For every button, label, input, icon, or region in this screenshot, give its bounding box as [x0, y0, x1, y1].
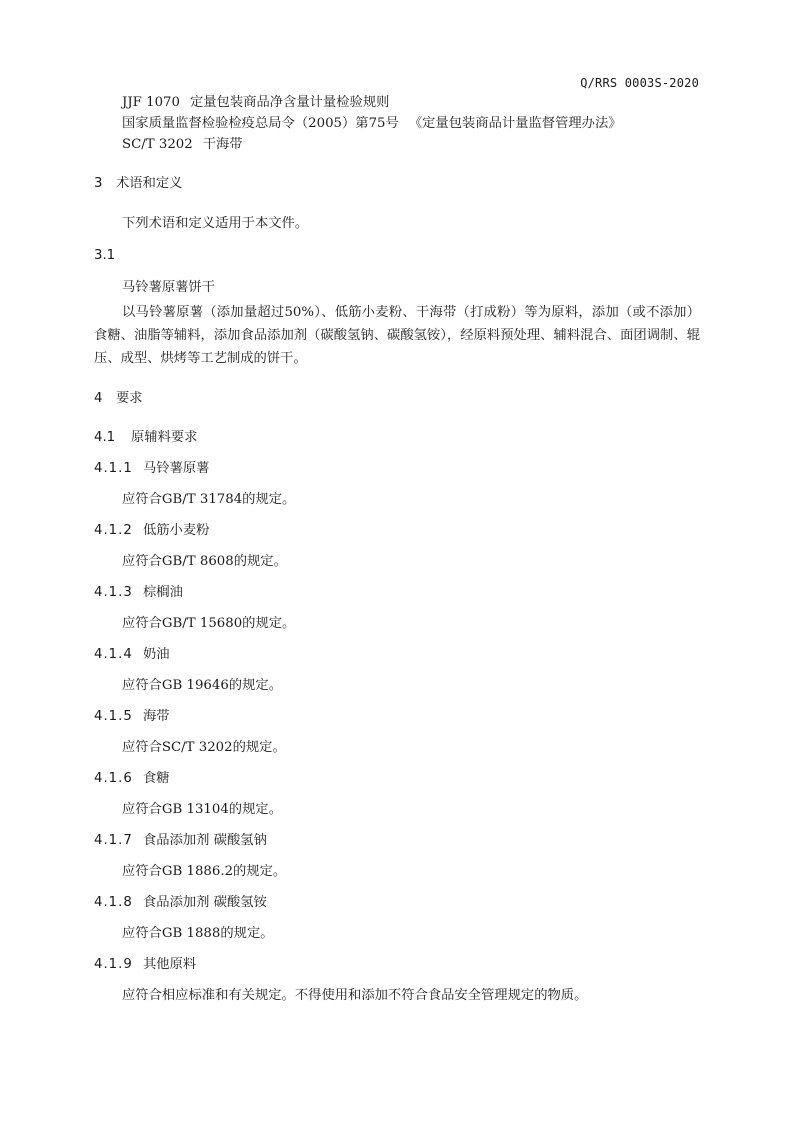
clause-number: 4.1.2 — [94, 523, 133, 538]
clause-text: 应符合SC/T 3202的规定。 — [122, 740, 286, 755]
clause-number: 4.1.7 — [94, 833, 133, 848]
section-intro: 下列术语和定义适用于本文件。 — [122, 216, 309, 231]
clause-title: 食品添加剂 碳酸氢铵 — [143, 895, 267, 910]
clause-heading — [94, 893, 700, 913]
clause-number: 4.1.5 — [94, 709, 133, 724]
reference-code: 国家质量监督检验检疫总局令（2005）第75号 — [122, 116, 399, 131]
term-definition: 以马铃薯原薯（添加量超过50%）、低筋小麦粉、干海带（打成粉）等为原料，添加（或不添加）食糖、油脂等辅料，添加食品添加剂（碳酸氢钠、碳酸氢铵），经原料预处理、辅料混合、面团调制、辊压、成型、烘烤等工艺制成的饼干。 — [94, 305, 700, 366]
reference-item — [94, 134, 700, 155]
clause-text: 应符合GB/T 8608的规定。 — [122, 554, 287, 569]
clause-number: 4.1.8 — [94, 895, 133, 910]
reference-title: 定量包装商品净含量计量检验规则 — [189, 95, 390, 110]
subsection-number: 4.1 — [94, 430, 116, 445]
clause-text: 应符合GB/T 31784的规定。 — [122, 492, 296, 507]
clause-heading — [94, 831, 700, 851]
clause-heading — [94, 583, 700, 603]
subsection-title: 原辅料要求 — [131, 430, 198, 445]
clause-number: 4.1.3 — [94, 585, 133, 600]
clause-heading — [94, 707, 700, 727]
clause-heading — [94, 769, 700, 789]
clause-title: 低筋小麦粉 — [143, 523, 210, 538]
document-number: Q/RRS 0003S-2020 — [580, 76, 699, 90]
section-heading — [94, 389, 700, 409]
clause-title: 其他原料 — [143, 957, 197, 972]
clause-title: 食糖 — [143, 771, 170, 786]
reference-item — [94, 92, 700, 113]
section-title: 要求 — [116, 391, 143, 406]
section-heading — [94, 174, 700, 194]
clause-number: 4.1.9 — [94, 957, 133, 972]
clause-title: 海带 — [143, 709, 170, 724]
clause-title: 棕榈油 — [143, 585, 183, 600]
clause-heading — [94, 645, 700, 665]
clause-text: 应符合GB 13104的规定。 — [122, 802, 282, 817]
clause-heading — [94, 955, 700, 975]
clause-number: 4.1.4 — [94, 647, 133, 662]
clause-title: 食品添加剂 碳酸氢钠 — [143, 833, 267, 848]
clause-text: 应符合GB 1888的规定。 — [122, 926, 274, 941]
clause-text: 应符合相应标准和有关规定。不得使用和添加不符合食品安全管理规定的物质。 — [122, 988, 588, 1003]
reference-code: SC/T 3202 — [122, 137, 193, 152]
term-name: 马铃薯原薯饼干 — [122, 280, 216, 295]
clause-text: 应符合GB 1886.2的规定。 — [122, 864, 287, 879]
term-number: 3.1 — [94, 248, 116, 263]
reference-title: 《定量包装商品计量监督管理办法》 — [408, 116, 622, 131]
reference-code: JJF 1070 — [122, 95, 180, 110]
section-number: 4 — [94, 391, 103, 406]
subsection-heading — [94, 428, 700, 448]
clause-text: 应符合GB 19646的规定。 — [122, 678, 282, 693]
document-content — [94, 92, 700, 1007]
clause-heading — [94, 521, 700, 541]
section-number: 3 — [94, 176, 103, 191]
clause-heading — [94, 459, 700, 479]
clause-number: 4.1.1 — [94, 461, 133, 476]
clause-title: 马铃薯原薯 — [143, 461, 210, 476]
section-title: 术语和定义 — [116, 176, 183, 191]
clause-number: 4.1.6 — [94, 771, 133, 786]
reference-item — [94, 113, 700, 134]
clause-text: 应符合GB/T 15680的规定。 — [122, 616, 296, 631]
reference-title: 干海带 — [202, 137, 243, 152]
clause-title: 奶油 — [143, 647, 170, 662]
